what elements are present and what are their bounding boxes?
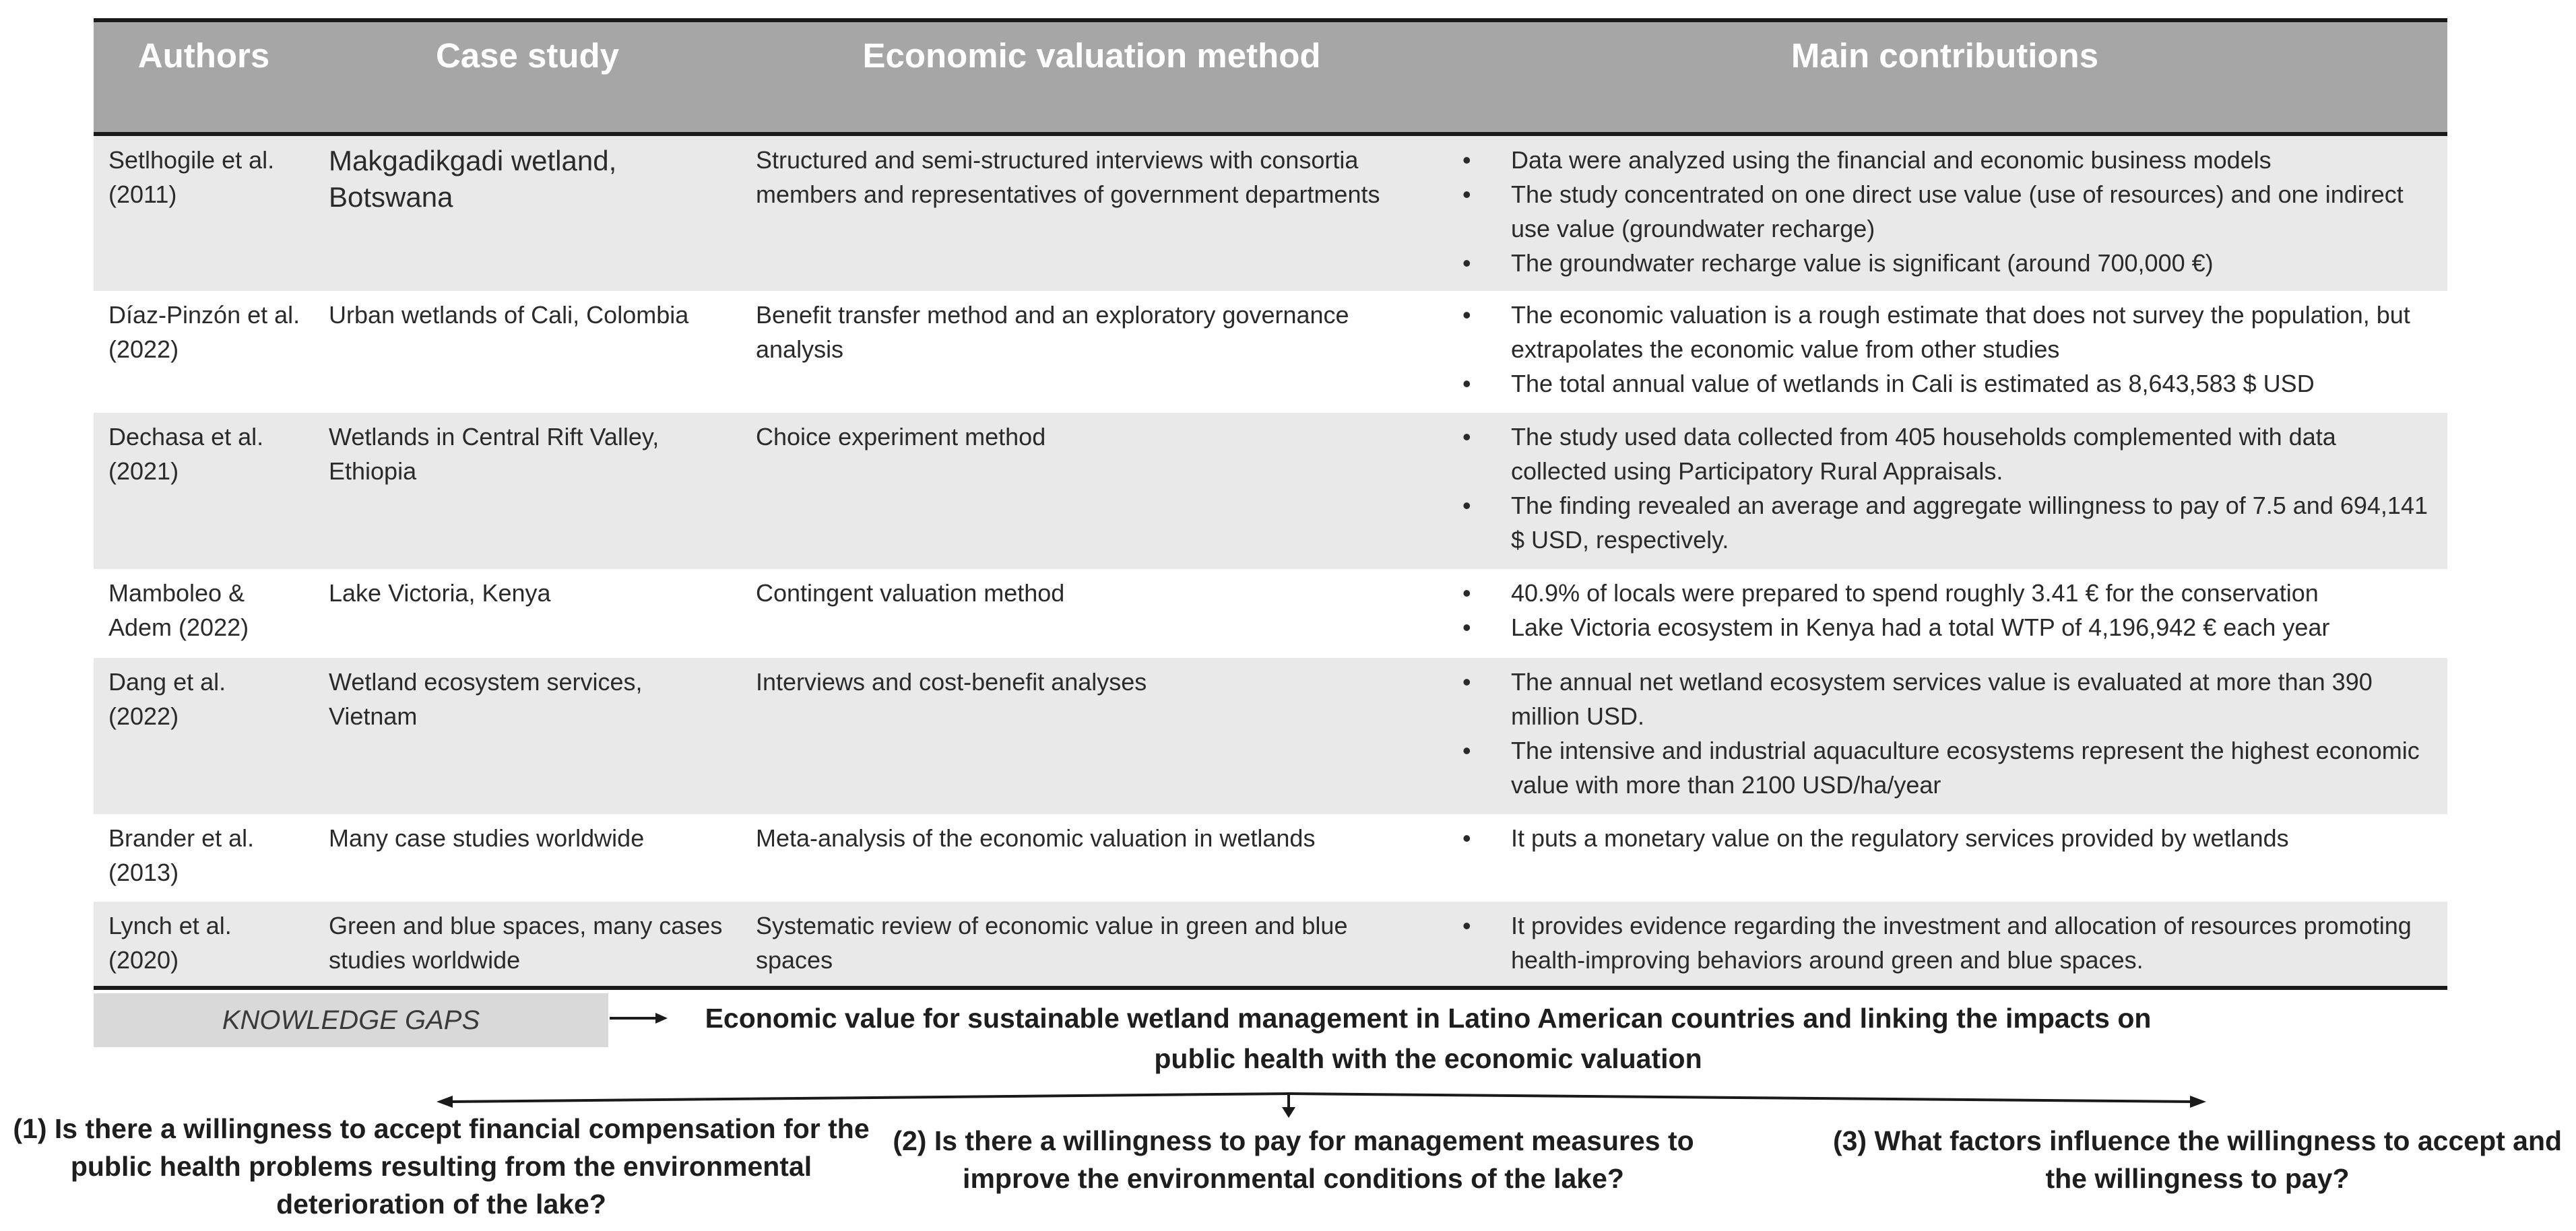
contribution-item: • 40.9% of locals were prepared to spend roughly 3.41 € for the conservation: [1457, 576, 2434, 610]
cell-authors: Dang et al. (2022): [94, 658, 314, 814]
contribution-item: • The annual net wetland ecosystem services value is evaluated at more than 390 million USD.: [1457, 665, 2434, 733]
cell-authors: Setlhogile et al. (2011): [94, 134, 314, 291]
cell-case-study: Lake Victoria, Kenya: [314, 569, 741, 658]
literature-review-table: [94, 18, 2447, 990]
cell-contributions: [1442, 291, 2447, 413]
table-row: [94, 658, 2447, 814]
contribution-item: • It provides evidence regarding the investment and allocation of resources promoting health-improving behaviors around green and blue spaces.: [1457, 908, 2434, 977]
cell-method: Meta-analysis of the economic valuation in wetlands: [741, 814, 1442, 902]
contribution-item: • The total annual value of wetlands in Cali is estimated as 8,643,583 $ USD: [1457, 366, 2434, 401]
table-header: [94, 20, 2447, 134]
cell-method: Contingent valuation method: [741, 569, 1442, 658]
contributions-list: [1457, 576, 2434, 644]
contribution-item: • The finding revealed an average and aggregate willingness to pay of 7.5 and 694,141 $ USD, respectively.: [1457, 488, 2434, 557]
contributions-list: [1457, 665, 2434, 802]
table-body: [94, 134, 2447, 988]
cell-contributions: [1442, 569, 2447, 658]
cell-case-study: Wetlands in Central Rift Valley, Ethiopia: [314, 413, 741, 569]
cell-authors: Mamboleo & Adem (2022): [94, 569, 314, 658]
table-row: [94, 291, 2447, 413]
cell-authors: Brander et al. (2013): [94, 814, 314, 902]
contribution-item: • The study concentrated on one direct use value (use of resources) and one indirect use value (groundwater recharge): [1457, 177, 2434, 246]
header-authors: Authors: [94, 20, 314, 134]
header-main-contributions: Main contributions: [1442, 20, 2447, 134]
cell-authors: Dechasa et al. (2021): [94, 413, 314, 569]
contribution-item: • The groundwater recharge value is significant (around 700,000 €): [1457, 246, 2434, 280]
cell-authors: Lynch et al. (2020): [94, 902, 314, 988]
cell-contributions: [1442, 658, 2447, 814]
contribution-item: • The intensive and industrial aquaculture ecosystems represent the highest economic value with more than 2100 USD/ha/year: [1457, 733, 2434, 802]
literature-review-table-container: [94, 18, 2447, 990]
table-row: [94, 902, 2447, 988]
contribution-item: • The economic valuation is a rough estimate that does not survey the population, but extrapolates the economic value from other studies: [1457, 298, 2434, 366]
research-question-1: (1) Is there a willingness to accept financial compensation for the public health problems resulting from the environmental deterioration of the lake?: [13, 1113, 870, 1220]
contribution-item: • It puts a monetary value on the regulatory services provided by wetlands: [1457, 821, 2434, 855]
cell-method: Choice experiment method: [741, 413, 1442, 569]
header-economic-valuation-method: Economic valuation method: [741, 20, 1442, 134]
contributions-list: [1457, 298, 2434, 401]
cell-case-study: Makgadikgadi wetland, Botswana: [314, 134, 741, 291]
table-row: [94, 814, 2447, 902]
contributions-list: [1457, 908, 2434, 977]
header-case-study: Case study: [314, 20, 741, 134]
right-arrow-icon: [608, 1008, 669, 1028]
table-row: [94, 413, 2447, 569]
cell-case-study: Urban wetlands of Cali, Colombia: [314, 291, 741, 413]
contributions-list: [1457, 143, 2434, 280]
knowledge-gaps-text: Economic value for sustainable wetland management in Latino American countries and linking the impacts on public health with the economic valuation: [705, 1003, 2152, 1074]
table-row: [94, 134, 2447, 291]
contribution-item: • The study used data collected from 405 households complemented with data collected using Participatory Rural Appraisals.: [1457, 420, 2434, 488]
cell-case-study: Green and blue spaces, many cases studies worldwide: [314, 902, 741, 988]
research-question-2: (2) Is there a willingness to pay for management measures to improve the environmental conditions of the lake?: [893, 1125, 1694, 1194]
cell-method: Structured and semi-structured interviews with consortia members and representatives of government departments: [741, 134, 1442, 291]
knowledge-gaps-label: KNOWLEDGE GAPS: [94, 993, 608, 1047]
cell-contributions: [1442, 902, 2447, 988]
contribution-item: • Data were analyzed using the financial and economic business models: [1457, 143, 2434, 177]
cell-contributions: [1442, 413, 2447, 569]
cell-case-study: Wetland ecosystem services, Vietnam: [314, 658, 741, 814]
cell-method: Systematic review of economic value in green and blue spaces: [741, 902, 1442, 988]
cell-authors: Díaz-Pinzón et al. (2022): [94, 291, 314, 413]
research-question-3: (3) What factors influence the willingness to accept and the willingness to pay?: [1832, 1125, 2563, 1194]
contributions-list: [1457, 420, 2434, 557]
cell-method: Benefit transfer method and an exploratory governance analysis: [741, 291, 1442, 413]
cell-contributions: [1442, 134, 2447, 291]
cell-contributions: [1442, 814, 2447, 902]
contribution-item: • Lake Victoria ecosystem in Kenya had a total WTP of 4,196,942 € each year: [1457, 610, 2434, 644]
contributions-list: [1457, 821, 2434, 855]
header-row: [94, 20, 2447, 134]
table-row: [94, 569, 2447, 658]
cell-case-study: Many case studies worldwide: [314, 814, 741, 902]
cell-method: Interviews and cost-benefit analyses: [741, 658, 1442, 814]
